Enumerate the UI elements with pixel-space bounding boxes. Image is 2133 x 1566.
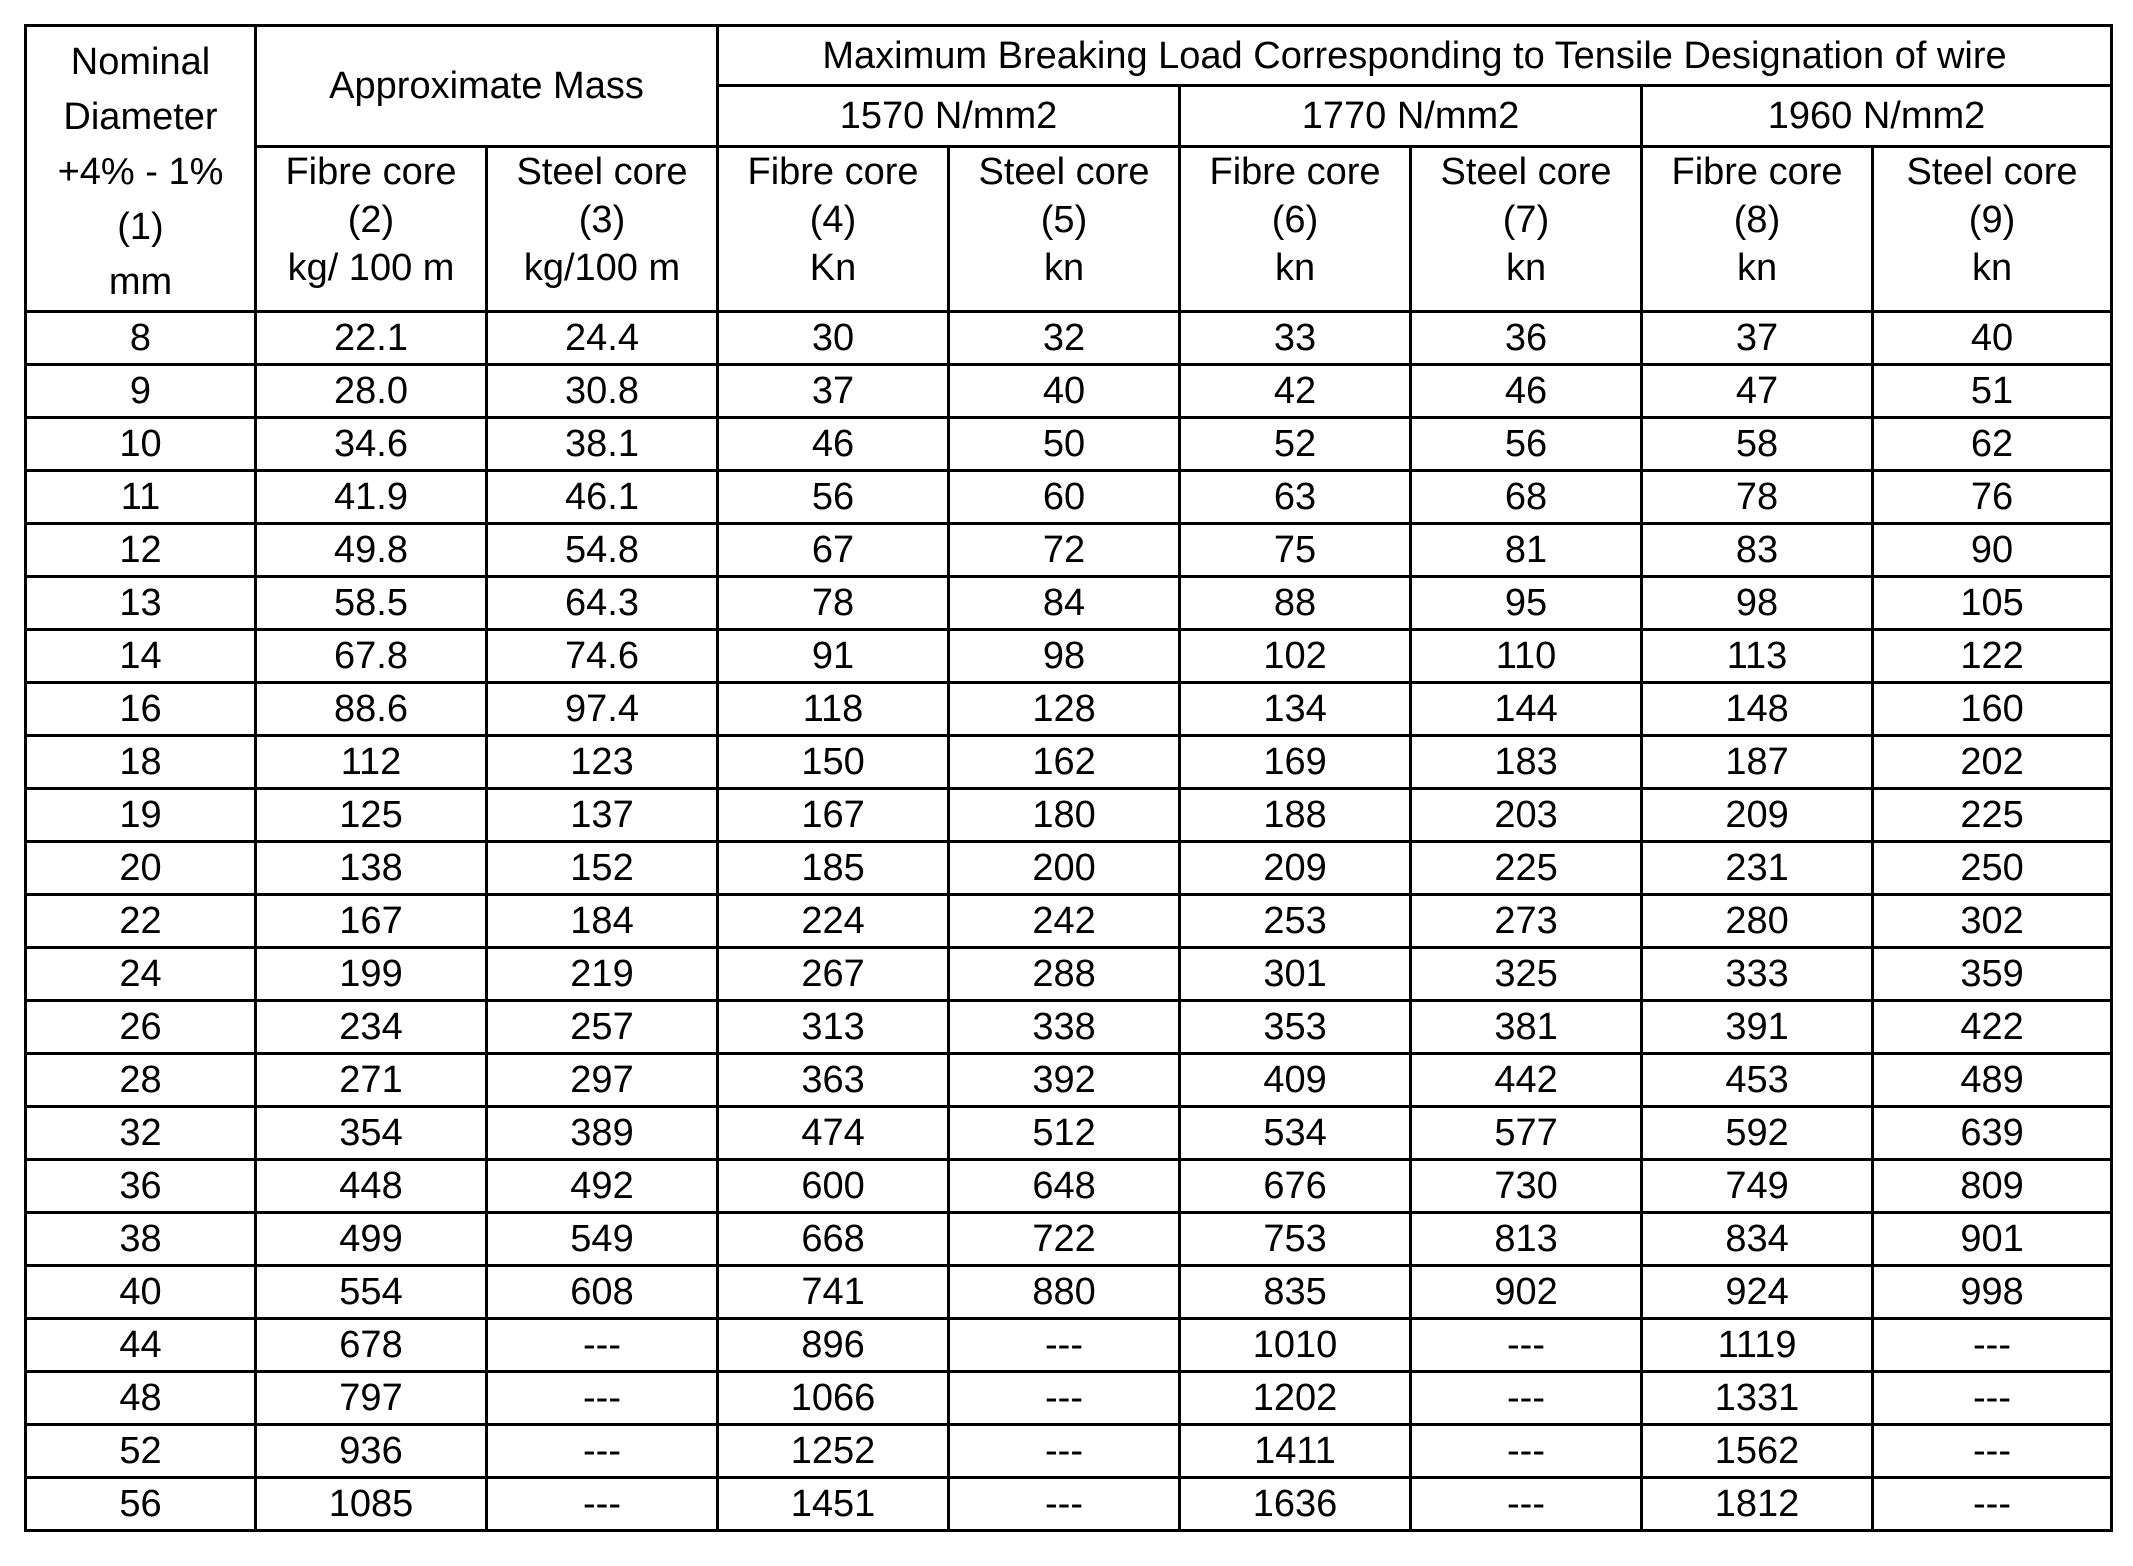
- table-cell: 52: [1180, 418, 1411, 471]
- table-cell: 162: [949, 736, 1180, 789]
- wire-rope-table-sheet: [24, 24, 2110, 1554]
- table-row: [26, 1425, 2112, 1478]
- table-cell: 125: [256, 789, 487, 842]
- table-cell: 608: [487, 1266, 718, 1319]
- table-cell: 648: [949, 1160, 1180, 1213]
- table-cell: 554: [256, 1266, 487, 1319]
- table-cell: 577: [1411, 1107, 1642, 1160]
- table-cell: 183: [1411, 736, 1642, 789]
- table-cell: ---: [949, 1372, 1180, 1425]
- nominal-diameter-cell: 56: [26, 1478, 256, 1531]
- table-cell: 41.9: [256, 471, 487, 524]
- table-cell: 492: [487, 1160, 718, 1213]
- table-row: [26, 789, 2112, 842]
- table-cell: 58: [1642, 418, 1873, 471]
- nominal-diameter-cell: 26: [26, 1001, 256, 1054]
- table-cell: 231: [1642, 842, 1873, 895]
- table-cell: 199: [256, 948, 487, 1001]
- table-cell: 676: [1180, 1160, 1411, 1213]
- table-cell: 68: [1411, 471, 1642, 524]
- table-cell: 42: [1180, 365, 1411, 418]
- nominal-diameter-cell: 40: [26, 1266, 256, 1319]
- table-cell: 1010: [1180, 1319, 1411, 1372]
- table-cell: 22.1: [256, 312, 487, 365]
- table-cell: 592: [1642, 1107, 1873, 1160]
- nominal-line-2: Diameter: [63, 96, 218, 138]
- column-header-core: Steel core: [1906, 150, 2078, 193]
- column-header-unit: kg/ 100 m: [287, 246, 455, 289]
- table-cell: 67: [718, 524, 949, 577]
- table-cell: 1451: [718, 1478, 949, 1531]
- nominal-line-4: (1): [117, 206, 164, 248]
- table-row: [26, 1054, 2112, 1107]
- table-cell: 422: [1873, 1001, 2112, 1054]
- nominal-diameter-cell: 10: [26, 418, 256, 471]
- nominal-diameter-cell: 22: [26, 895, 256, 948]
- table-cell: ---: [1411, 1372, 1642, 1425]
- table-cell: 1331: [1642, 1372, 1873, 1425]
- table-cell: ---: [487, 1425, 718, 1478]
- table-cell: 600: [718, 1160, 949, 1213]
- table-cell: 209: [1642, 789, 1873, 842]
- table-cell: 1066: [718, 1372, 949, 1425]
- table-cell: 28.0: [256, 365, 487, 418]
- table-cell: 24.4: [487, 312, 718, 365]
- table-cell: 46: [1411, 365, 1642, 418]
- table-row: [26, 1266, 2112, 1319]
- table-cell: 58.5: [256, 577, 487, 630]
- table-cell: 209: [1180, 842, 1411, 895]
- table-cell: 730: [1411, 1160, 1642, 1213]
- table-cell: 639: [1873, 1107, 2112, 1160]
- table-cell: 288: [949, 948, 1180, 1001]
- table-cell: 1252: [718, 1425, 949, 1478]
- table-cell: 62: [1873, 418, 2112, 471]
- table-cell: ---: [1873, 1425, 2112, 1478]
- table-cell: 97.4: [487, 683, 718, 736]
- column-header-unit: kn: [1043, 246, 1085, 289]
- table-cell: 113: [1642, 630, 1873, 683]
- table-cell: 200: [949, 842, 1180, 895]
- table-cell: 219: [487, 948, 718, 1001]
- column-header-3: [487, 146, 718, 311]
- column-header-core: Steel core: [516, 150, 688, 193]
- table-cell: ---: [1873, 1478, 2112, 1531]
- table-cell: 37: [1642, 312, 1873, 365]
- nominal-diameter-header: [26, 26, 256, 312]
- column-header-core: Steel core: [978, 150, 1150, 193]
- table-cell: 122: [1873, 630, 2112, 683]
- table-cell: 30.8: [487, 365, 718, 418]
- table-cell: 98: [1642, 577, 1873, 630]
- table-cell: 63: [1180, 471, 1411, 524]
- table-cell: 549: [487, 1213, 718, 1266]
- table-cell: 72: [949, 524, 1180, 577]
- nominal-diameter-cell: 38: [26, 1213, 256, 1266]
- table-cell: 998: [1873, 1266, 2112, 1319]
- table-cell: 40: [949, 365, 1180, 418]
- table-cell: 813: [1411, 1213, 1642, 1266]
- nominal-diameter-cell: 8: [26, 312, 256, 365]
- table-cell: 1562: [1642, 1425, 1873, 1478]
- table-cell: 202: [1873, 736, 2112, 789]
- table-cell: 880: [949, 1266, 1180, 1319]
- nominal-line-5: mm: [108, 261, 173, 303]
- table-cell: 32: [949, 312, 1180, 365]
- nominal-diameter-cell: 9: [26, 365, 256, 418]
- table-cell: 381: [1411, 1001, 1642, 1054]
- table-cell: 60: [949, 471, 1180, 524]
- table-row: [26, 365, 2112, 418]
- column-header-num: (2): [347, 198, 395, 241]
- table-cell: 64.3: [487, 577, 718, 630]
- table-cell: 84: [949, 577, 1180, 630]
- table-cell: 391: [1642, 1001, 1873, 1054]
- table-cell: 78: [1642, 471, 1873, 524]
- table-cell: 56: [1411, 418, 1642, 471]
- table-cell: ---: [1873, 1372, 2112, 1425]
- table-row: [26, 842, 2112, 895]
- table-cell: 267: [718, 948, 949, 1001]
- table-cell: 224: [718, 895, 949, 948]
- table-cell: 924: [1642, 1266, 1873, 1319]
- table-cell: ---: [1411, 1478, 1642, 1531]
- table-cell: 363: [718, 1054, 949, 1107]
- table-cell: 40: [1873, 312, 2112, 365]
- table-cell: ---: [1873, 1319, 2112, 1372]
- table-cell: 250: [1873, 842, 2112, 895]
- table-cell: 90: [1873, 524, 2112, 577]
- table-cell: 678: [256, 1319, 487, 1372]
- table-cell: 46: [718, 418, 949, 471]
- table-cell: 392: [949, 1054, 1180, 1107]
- nominal-diameter-cell: 36: [26, 1160, 256, 1213]
- nominal-diameter-cell: 14: [26, 630, 256, 683]
- column-header-unit: kg/100 m: [523, 246, 681, 289]
- column-header-num: (8): [1733, 198, 1781, 241]
- table-cell: 271: [256, 1054, 487, 1107]
- table-cell: 105: [1873, 577, 2112, 630]
- nominal-diameter-cell: 20: [26, 842, 256, 895]
- nominal-diameter-cell: 16: [26, 683, 256, 736]
- table-row: [26, 1107, 2112, 1160]
- table-row: [26, 630, 2112, 683]
- table-cell: 88: [1180, 577, 1411, 630]
- table-cell: 203: [1411, 789, 1642, 842]
- table-cell: 36: [1411, 312, 1642, 365]
- table-cell: 47: [1642, 365, 1873, 418]
- table-cell: 51: [1873, 365, 2112, 418]
- table-cell: 169: [1180, 736, 1411, 789]
- table-cell: 49.8: [256, 524, 487, 577]
- table-cell: 134: [1180, 683, 1411, 736]
- table-cell: 741: [718, 1266, 949, 1319]
- column-header-core: Fibre core: [747, 150, 919, 193]
- table-cell: ---: [487, 1478, 718, 1531]
- table-cell: 34.6: [256, 418, 487, 471]
- column-header-unit: kn: [1505, 246, 1547, 289]
- table-cell: 835: [1180, 1266, 1411, 1319]
- table-cell: 33: [1180, 312, 1411, 365]
- nominal-diameter-cell: 32: [26, 1107, 256, 1160]
- table-cell: 78: [718, 577, 949, 630]
- nominal-diameter-cell: 24: [26, 948, 256, 1001]
- table-cell: ---: [1411, 1425, 1642, 1478]
- table-cell: 489: [1873, 1054, 2112, 1107]
- nominal-diameter-cell: 18: [26, 736, 256, 789]
- grade-1770-header: 1770 N/mm2: [1180, 86, 1642, 146]
- table-cell: 98: [949, 630, 1180, 683]
- table-cell: 148: [1642, 683, 1873, 736]
- table-row: [26, 1478, 2112, 1531]
- table-cell: 297: [487, 1054, 718, 1107]
- table-cell: 67.8: [256, 630, 487, 683]
- column-header-core: Fibre core: [285, 150, 457, 193]
- wire-rope-breaking-load-table: [24, 24, 2113, 1532]
- table-row: [26, 524, 2112, 577]
- table-cell: 180: [949, 789, 1180, 842]
- column-header-num: (3): [578, 198, 626, 241]
- table-cell: 902: [1411, 1266, 1642, 1319]
- column-header-num: (7): [1502, 198, 1550, 241]
- table-cell: 54.8: [487, 524, 718, 577]
- table-row: [26, 1160, 2112, 1213]
- table-cell: 76: [1873, 471, 2112, 524]
- column-header-5: [949, 146, 1180, 311]
- table-cell: 499: [256, 1213, 487, 1266]
- table-cell: 102: [1180, 630, 1411, 683]
- table-cell: 137: [487, 789, 718, 842]
- table-cell: 167: [256, 895, 487, 948]
- column-header-num: (6): [1271, 198, 1319, 241]
- table-cell: 722: [949, 1213, 1180, 1266]
- table-cell: 301: [1180, 948, 1411, 1001]
- table-cell: ---: [487, 1372, 718, 1425]
- max-breaking-load-header: Maximum Breaking Load Corresponding to Tensile Designation of wire: [718, 26, 2112, 86]
- nominal-diameter-cell: 44: [26, 1319, 256, 1372]
- column-header-num: (5): [1040, 198, 1088, 241]
- table-cell: 138: [256, 842, 487, 895]
- table-cell: 797: [256, 1372, 487, 1425]
- table-cell: 442: [1411, 1054, 1642, 1107]
- table-row: [26, 1001, 2112, 1054]
- table-cell: 313: [718, 1001, 949, 1054]
- table-cell: 936: [256, 1425, 487, 1478]
- table-cell: 359: [1873, 948, 2112, 1001]
- table-cell: 75: [1180, 524, 1411, 577]
- table-cell: 1085: [256, 1478, 487, 1531]
- table-cell: 74.6: [487, 630, 718, 683]
- table-cell: 38.1: [487, 418, 718, 471]
- table-cell: 280: [1642, 895, 1873, 948]
- table-cell: 144: [1411, 683, 1642, 736]
- nominal-diameter-cell: 48: [26, 1372, 256, 1425]
- nominal-diameter-cell: 19: [26, 789, 256, 842]
- nominal-diameter-cell: 11: [26, 471, 256, 524]
- table-cell: 46.1: [487, 471, 718, 524]
- table-row: [26, 948, 2112, 1001]
- table-cell: 160: [1873, 683, 2112, 736]
- table-cell: 1411: [1180, 1425, 1411, 1478]
- table-cell: 185: [718, 842, 949, 895]
- table-cell: ---: [949, 1478, 1180, 1531]
- column-header-core: Fibre core: [1209, 150, 1381, 193]
- table-cell: 83: [1642, 524, 1873, 577]
- grade-1960-header: 1960 N/mm2: [1642, 86, 2112, 146]
- table-cell: ---: [487, 1319, 718, 1372]
- column-header-num: (4): [809, 198, 857, 241]
- column-header-7: [1411, 146, 1642, 311]
- table-cell: 188: [1180, 789, 1411, 842]
- table-cell: 95: [1411, 577, 1642, 630]
- table-row: [26, 1213, 2112, 1266]
- table-row: [26, 895, 2112, 948]
- table-cell: 30: [718, 312, 949, 365]
- approx-mass-header: Approximate Mass: [256, 26, 718, 147]
- table-cell: 809: [1873, 1160, 2112, 1213]
- table-cell: 753: [1180, 1213, 1411, 1266]
- column-header-9: [1873, 146, 2112, 311]
- column-header-unit: Kn: [809, 246, 857, 289]
- table-cell: 253: [1180, 895, 1411, 948]
- table-cell: ---: [1411, 1319, 1642, 1372]
- nominal-diameter-cell: 28: [26, 1054, 256, 1107]
- column-header-core: Steel core: [1440, 150, 1612, 193]
- table-cell: 353: [1180, 1001, 1411, 1054]
- table-cell: 150: [718, 736, 949, 789]
- table-cell: ---: [949, 1425, 1180, 1478]
- table-cell: 354: [256, 1107, 487, 1160]
- table-cell: 81: [1411, 524, 1642, 577]
- table-cell: 668: [718, 1213, 949, 1266]
- table-cell: 901: [1873, 1213, 2112, 1266]
- table-cell: 409: [1180, 1054, 1411, 1107]
- table-cell: 325: [1411, 948, 1642, 1001]
- table-cell: 37: [718, 365, 949, 418]
- table-cell: 534: [1180, 1107, 1411, 1160]
- nominal-diameter-cell: 13: [26, 577, 256, 630]
- table-cell: 896: [718, 1319, 949, 1372]
- column-header-8: [1642, 146, 1873, 311]
- table-cell: 273: [1411, 895, 1642, 948]
- table-body: [26, 312, 2112, 1531]
- nominal-line-3: +4% - 1%: [57, 151, 224, 193]
- table-cell: 167: [718, 789, 949, 842]
- nominal-line-1: Nominal: [70, 41, 211, 83]
- table-header: [26, 26, 2112, 312]
- table-cell: 152: [487, 842, 718, 895]
- column-header-core: Fibre core: [1671, 150, 1843, 193]
- table-cell: 1202: [1180, 1372, 1411, 1425]
- table-cell: 118: [718, 683, 949, 736]
- table-cell: 389: [487, 1107, 718, 1160]
- table-row: [26, 1372, 2112, 1425]
- table-cell: 474: [718, 1107, 949, 1160]
- column-header-unit: kn: [1274, 246, 1316, 289]
- table-cell: 225: [1873, 789, 2112, 842]
- table-cell: 242: [949, 895, 1180, 948]
- table-row: [26, 312, 2112, 365]
- table-cell: 448: [256, 1160, 487, 1213]
- column-header-unit: kn: [1736, 246, 1778, 289]
- table-row: [26, 471, 2112, 524]
- column-header-4: [718, 146, 949, 311]
- table-cell: ---: [949, 1319, 1180, 1372]
- table-row: [26, 1319, 2112, 1372]
- table-cell: 187: [1642, 736, 1873, 789]
- table-cell: 91: [718, 630, 949, 683]
- table-row: [26, 736, 2112, 789]
- table-row: [26, 577, 2112, 630]
- nominal-diameter-cell: 52: [26, 1425, 256, 1478]
- table-cell: 56: [718, 471, 949, 524]
- column-header-2: [256, 146, 487, 311]
- column-header-num: (9): [1968, 198, 2016, 241]
- column-header-unit: kn: [1971, 246, 2013, 289]
- table-cell: 50: [949, 418, 1180, 471]
- column-header-6: [1180, 146, 1411, 311]
- table-cell: 749: [1642, 1160, 1873, 1213]
- table-row: [26, 418, 2112, 471]
- table-cell: 257: [487, 1001, 718, 1054]
- table-cell: 225: [1411, 842, 1642, 895]
- table-cell: 302: [1873, 895, 2112, 948]
- table-cell: 123: [487, 736, 718, 789]
- table-cell: 1812: [1642, 1478, 1873, 1531]
- table-cell: 1119: [1642, 1319, 1873, 1372]
- table-cell: 184: [487, 895, 718, 948]
- table-cell: 512: [949, 1107, 1180, 1160]
- table-cell: 234: [256, 1001, 487, 1054]
- table-cell: 333: [1642, 948, 1873, 1001]
- table-cell: 338: [949, 1001, 1180, 1054]
- nominal-diameter-cell: 12: [26, 524, 256, 577]
- grade-1570-header: 1570 N/mm2: [718, 86, 1180, 146]
- table-cell: 453: [1642, 1054, 1873, 1107]
- table-cell: 88.6: [256, 683, 487, 736]
- table-cell: 112: [256, 736, 487, 789]
- table-cell: 128: [949, 683, 1180, 736]
- table-cell: 110: [1411, 630, 1642, 683]
- table-cell: 1636: [1180, 1478, 1411, 1531]
- table-row: [26, 683, 2112, 736]
- table-cell: 834: [1642, 1213, 1873, 1266]
